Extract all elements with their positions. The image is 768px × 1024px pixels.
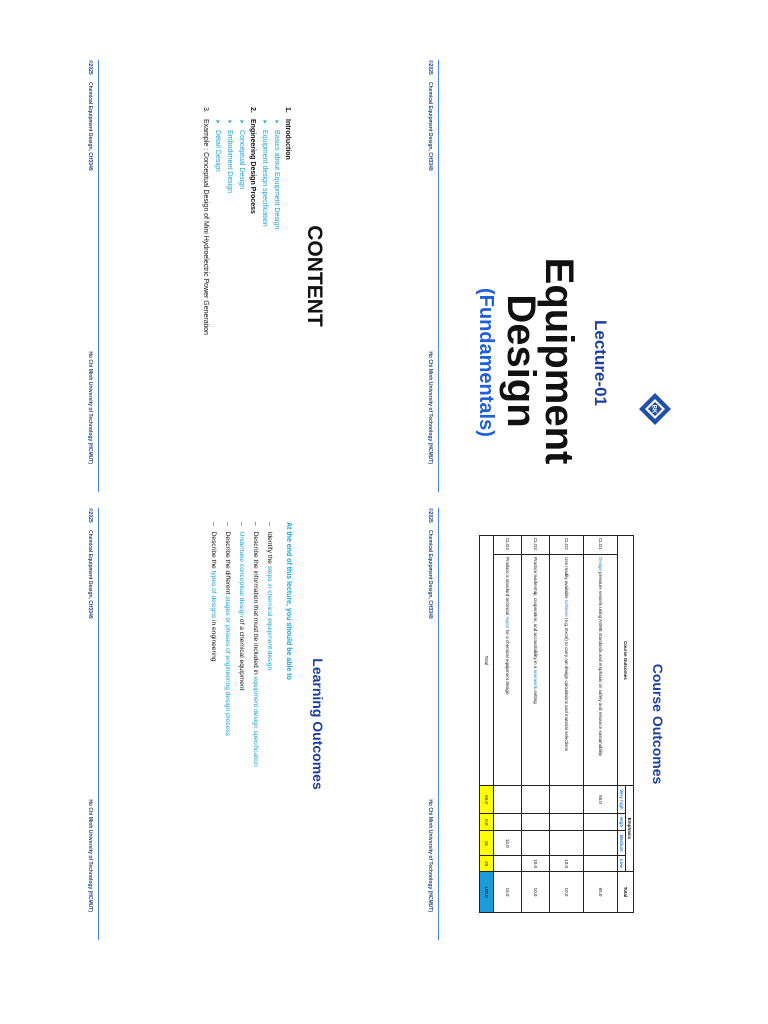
learning-outcomes-intro: At the end of this lecture, you should be able to <box>285 522 292 680</box>
content-item: 2.Engineering Design Process <box>249 107 256 214</box>
content-subitem: ➤ Detail Design <box>211 107 223 487</box>
slide-footer <box>419 60 439 492</box>
slide-footer <box>79 60 99 492</box>
level-high: High <box>618 814 626 831</box>
row-total: 10.0 <box>522 872 550 913</box>
list-item: – Describe the information that must be included in equipment design specification <box>248 522 262 932</box>
course-outcomes-heading: Course Outcomes <box>650 663 666 785</box>
total-cell: 20 <box>480 856 494 872</box>
content-subitem: ➤ Conceptual Design <box>235 107 247 487</box>
table-cell <box>494 785 522 814</box>
footer-accent <box>98 468 99 492</box>
footer-course: Chemical Equipment Design, CH3349 <box>87 530 93 619</box>
list-item: – Describe the different stages or phases of engineering design process <box>220 522 234 932</box>
content-item: 1.Introduction <box>284 107 291 160</box>
footer-rule <box>98 60 99 492</box>
footer-accent <box>438 468 439 492</box>
table-cell <box>550 814 584 831</box>
footer-copyright: ©2025 <box>427 508 433 523</box>
footer-course: Chemical Equipment Design, CH3349 <box>427 82 433 171</box>
title-slide <box>390 60 680 492</box>
content-item: 3.Example : Conceptual Design of Mini Hydroelectric Power Generation <box>202 107 209 335</box>
lecture-number: Lecture-01 <box>591 320 610 406</box>
learning-outcomes-slide <box>50 508 340 940</box>
content-list <box>200 107 293 487</box>
outcome-id: CLO3 <box>522 536 550 555</box>
footer-copyright: ©2025 <box>87 60 93 75</box>
table-cell <box>584 814 618 831</box>
learning-outcomes-heading: Learning Outcomes <box>310 658 326 790</box>
content-subitem: ➤ Embodiment Design <box>223 107 235 487</box>
col-header-emphasis: Emphasis <box>626 785 634 871</box>
footer-copyright: ©2025 <box>427 60 433 75</box>
row-total: 65.0 <box>584 872 618 913</box>
outcome-text: Produce a standard technical report for a chemical equipment design <box>494 555 522 786</box>
footer-rule <box>438 60 439 492</box>
list-item: – Identify the steps in chemical equipment design <box>262 522 276 932</box>
total-cell: 0.0 <box>480 814 494 831</box>
level-low: Low <box>618 856 626 872</box>
list-item: – Undertake conceptual design of a chemical equipment <box>234 522 248 932</box>
outcome-id: CLO2 <box>550 536 584 555</box>
outcome-text: Use readily available software (e.g. Excel) to carry out design calculations and material selections <box>550 555 584 786</box>
row-total: 15.0 <box>494 872 522 913</box>
footer-course: Chemical Equipment Design, CH3349 <box>427 530 433 619</box>
table-header-row <box>626 536 634 913</box>
total-cell: 15 <box>480 831 494 856</box>
list-item: – Describe the types of designs in engineering <box>206 522 220 932</box>
footer-copyright: ©2025 <box>87 508 93 523</box>
table-row <box>522 536 550 913</box>
outcome-id: CLO4 <box>494 536 522 555</box>
outcome-id: CLO1 <box>584 536 618 555</box>
grand-total: 100.0 <box>480 872 494 913</box>
table-row <box>550 536 584 913</box>
table-cell: 10.0 <box>550 856 584 872</box>
footer-rule <box>98 508 99 940</box>
footer-course: Chemical Equipment Design, CH3349 <box>87 82 93 171</box>
table-cell <box>522 785 550 814</box>
university-logo <box>638 392 672 426</box>
table-row <box>494 536 522 913</box>
table-cell <box>550 831 584 856</box>
footer-accent <box>438 916 439 940</box>
table-cell: 15.0 <box>494 831 522 856</box>
table-cell <box>584 856 618 872</box>
footer-university: Ho Chi Minh University of Technology (HCMUT) <box>87 799 93 912</box>
level-very-high: Very high <box>618 785 626 814</box>
content-slide <box>50 60 340 492</box>
title-line-1: Equipment <box>537 257 581 465</box>
col-header-total: Total <box>618 872 634 913</box>
footer-university: Ho Chi Minh University of Technology (HCMUT) <box>427 799 433 912</box>
course-outcomes-slide <box>390 508 680 940</box>
outcome-text: Practice leadership, cooperation, and accountability in a teamwork setting <box>522 555 550 786</box>
footer-accent <box>98 916 99 940</box>
table-cell <box>522 831 550 856</box>
table-cell <box>584 831 618 856</box>
slide-title <box>499 232 581 490</box>
table-cell <box>494 814 522 831</box>
outcome-text: Design pressure vessels using ASME standards and emphasis on safety and resource sustainability <box>584 555 618 786</box>
table-row <box>584 536 618 913</box>
table-total-row <box>480 536 494 913</box>
content-subitem: ➤ Basics about Equipment Design <box>270 107 282 487</box>
course-outcomes-table <box>479 535 634 913</box>
title-line-2: Design <box>499 294 543 428</box>
table-cell <box>494 856 522 872</box>
footer-university: Ho Chi Minh University of Technology (HCMUT) <box>87 351 93 464</box>
table-cell <box>550 785 584 814</box>
table-cell: 10.0 <box>522 856 550 872</box>
table-cell: 65.0 <box>584 785 618 814</box>
total-cell: 65.0 <box>480 785 494 814</box>
row-total: 10.0 <box>550 872 584 913</box>
footer-rule <box>438 508 439 940</box>
logo-text: BK <box>650 404 657 414</box>
slide-footer <box>419 508 439 940</box>
col-header-outcomes: Course Outcomes <box>618 536 634 786</box>
footer-university: Ho Chi Minh University of Technology (HCMUT) <box>427 351 433 464</box>
slide-subtitle: (Fundamentals) <box>475 288 497 437</box>
content-heading: CONTENT <box>303 225 326 327</box>
level-medium: Medium <box>618 831 626 856</box>
learning-outcomes-list <box>206 522 276 932</box>
slide-footer <box>79 508 99 940</box>
total-label: Total <box>480 536 494 786</box>
table-cell <box>522 814 550 831</box>
content-subitem: ➤ Equipment design specification <box>258 107 270 487</box>
